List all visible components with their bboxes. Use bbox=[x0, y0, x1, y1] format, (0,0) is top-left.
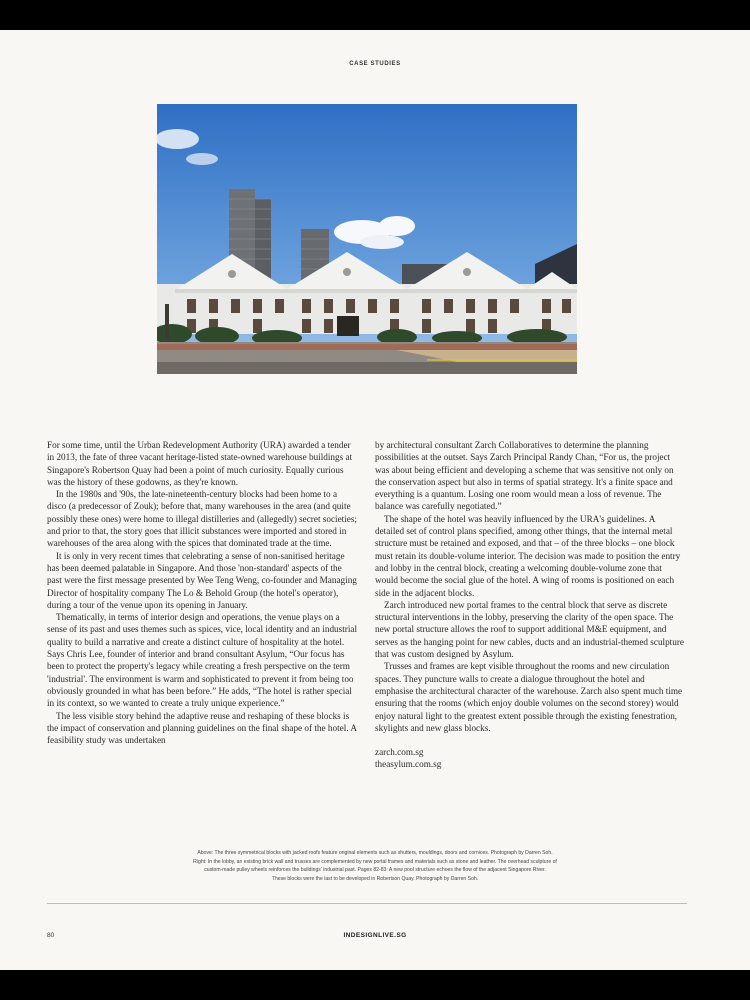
heritage-warehouse-photo bbox=[157, 104, 577, 374]
caption-line: Right: In the lobby, an existing brick wall and trusses are complemented by new portal frames and materials such as stone and leather. The overhead sculpture of bbox=[193, 858, 557, 865]
paragraph: It is only in very recent times that celebrating a sense of non-sanitised heritage has been deemed palatable in Singapore. And those 'non-standard' aspects of the past were the first message presented by Wee Teng Weng, co-founder and Managing Director of hospitality company The Lo & Behold Group (the hotel's operator), during a tour of the venue upon its opening in January. bbox=[47, 550, 357, 610]
article-right-column bbox=[375, 439, 685, 771]
paragraph: Thematically, in terms of interior design and operations, the venue plays on a sense of its past and uses themes such as spices, vice, local identity and an industrial quality to build a narrative and create a distinct culture of hospitality at the hotel. Says Chris Lee, founder of interior and brand consultant Asylum, “Our focus has been to protect the property's legacy while creating a fresh perspective on the term 'industrial'. The environment is warm and sophisticated to prevent it from being too obviously grounded in what has been before.” He adds, “The hotel is rather special in its context, so we wanted to create a truly unique experience.” bbox=[47, 612, 358, 709]
paragraph: The less visible story behind the adaptive reuse and reshaping of these blocks is the impact of conservation and planning guidelines on the final shape of the hotel. A feasibility study was undertaken bbox=[47, 710, 357, 746]
web-links bbox=[375, 746, 685, 771]
paragraph: Zarch introduced new portal frames to the central block that serve as discrete structural interventions in the lobby, preserving the clarity of the open space. The new portal structure allows the roof to support additional M&E equipment, and serves as the hanging point for new cables, ducts and an industrial-themed sculpture that was custom designed by Asylum. bbox=[375, 599, 684, 660]
article-body bbox=[47, 439, 703, 839]
page-number: 80 bbox=[47, 932, 55, 939]
site-name: INDESIGNLIVE.SG bbox=[343, 932, 407, 939]
paragraph: Trusses and frames are kept visible throughout the rooms and new circulation spaces. They puncture walls to create a dialogue throughout the hotel and emphasise the architectural character of the warehouse. Zarch also spent much time ensuring that the rooms (which enjoy double volumes on the second storey) would enjoy natural light to the greatest extent possible through the existing fenestration, skylights and new glass blocks. bbox=[375, 661, 683, 733]
paragraph: by architectural consultant Zarch Collaboratives to determine the planning possibilities at the outset. Says Zarch Principal Randy Chan, “For us, the project was about being efficient and developing a scheme that was sensitive not only on the conservation aspect but also in terms of spatial strategy. It's a finite space and everything is a quantum. Losing one room would mean a loss of revenue. The balance was carefully negotiated.” bbox=[375, 440, 674, 512]
footer-divider bbox=[47, 903, 687, 904]
magazine-page bbox=[0, 30, 750, 970]
caption-line: These blocks were the last to be developed in Robertson Quay. Photograph by Darren Soh. bbox=[271, 875, 479, 882]
paragraph: For some time, until the Urban Redevelopment Authority (URA) awarded a tender in 2013, the fate of three vacant heritage-listed state-owned warehouse buildings at Singapore's Robertson Quay had been a point of much curiosity. Equally curious was the history of these godowns, as they're known. bbox=[47, 440, 353, 487]
link-asylum[interactable]: theasylum.com.sg bbox=[375, 759, 442, 770]
paragraph: In the 1980s and '90s, the late-nineteenth-century blocks had been home to a disco (a predecessor of Zouk); before that, many warehouses in the area (and quite possibly these ones) were home to illegal distilleries and (allegedly) secret societies; and prior to that, the story goes that illicit substances were imported and stored in warehouses of the area along with the spices that dominated trade at the time. bbox=[47, 489, 357, 549]
article-left-column bbox=[47, 439, 357, 746]
paragraph: The shape of the hotel was heavily influenced by the URA's guidelines. A detailed set of control plans specified, among other things, that the internal metal structure must be retained and exposed, and that – of the three blocks – one block must retain its double-volume interior. The decision was made to position the entry and lobby in the central block, creating a welcoming double-volume zone that would become the social glue of the hotel. A wing of rooms is positioned on each side in the adjacent blocks. bbox=[375, 513, 681, 598]
caption-line: custom-made pulley wheels reinforces the buildings' industrial past. Pages 82-83: A new pool structure echoes the flow of the adjacent Singapore River. bbox=[204, 867, 546, 873]
photo-caption bbox=[90, 849, 660, 883]
caption-line: Above: The three symmetrical blocks with jacked roofs feature original elements such as shutters, mouldings, doors and cornices. Photograph by Darren Soh. bbox=[197, 850, 553, 856]
link-zarch[interactable]: zarch.com.sg bbox=[375, 747, 424, 758]
section-label: CASE STUDIES bbox=[349, 61, 401, 67]
